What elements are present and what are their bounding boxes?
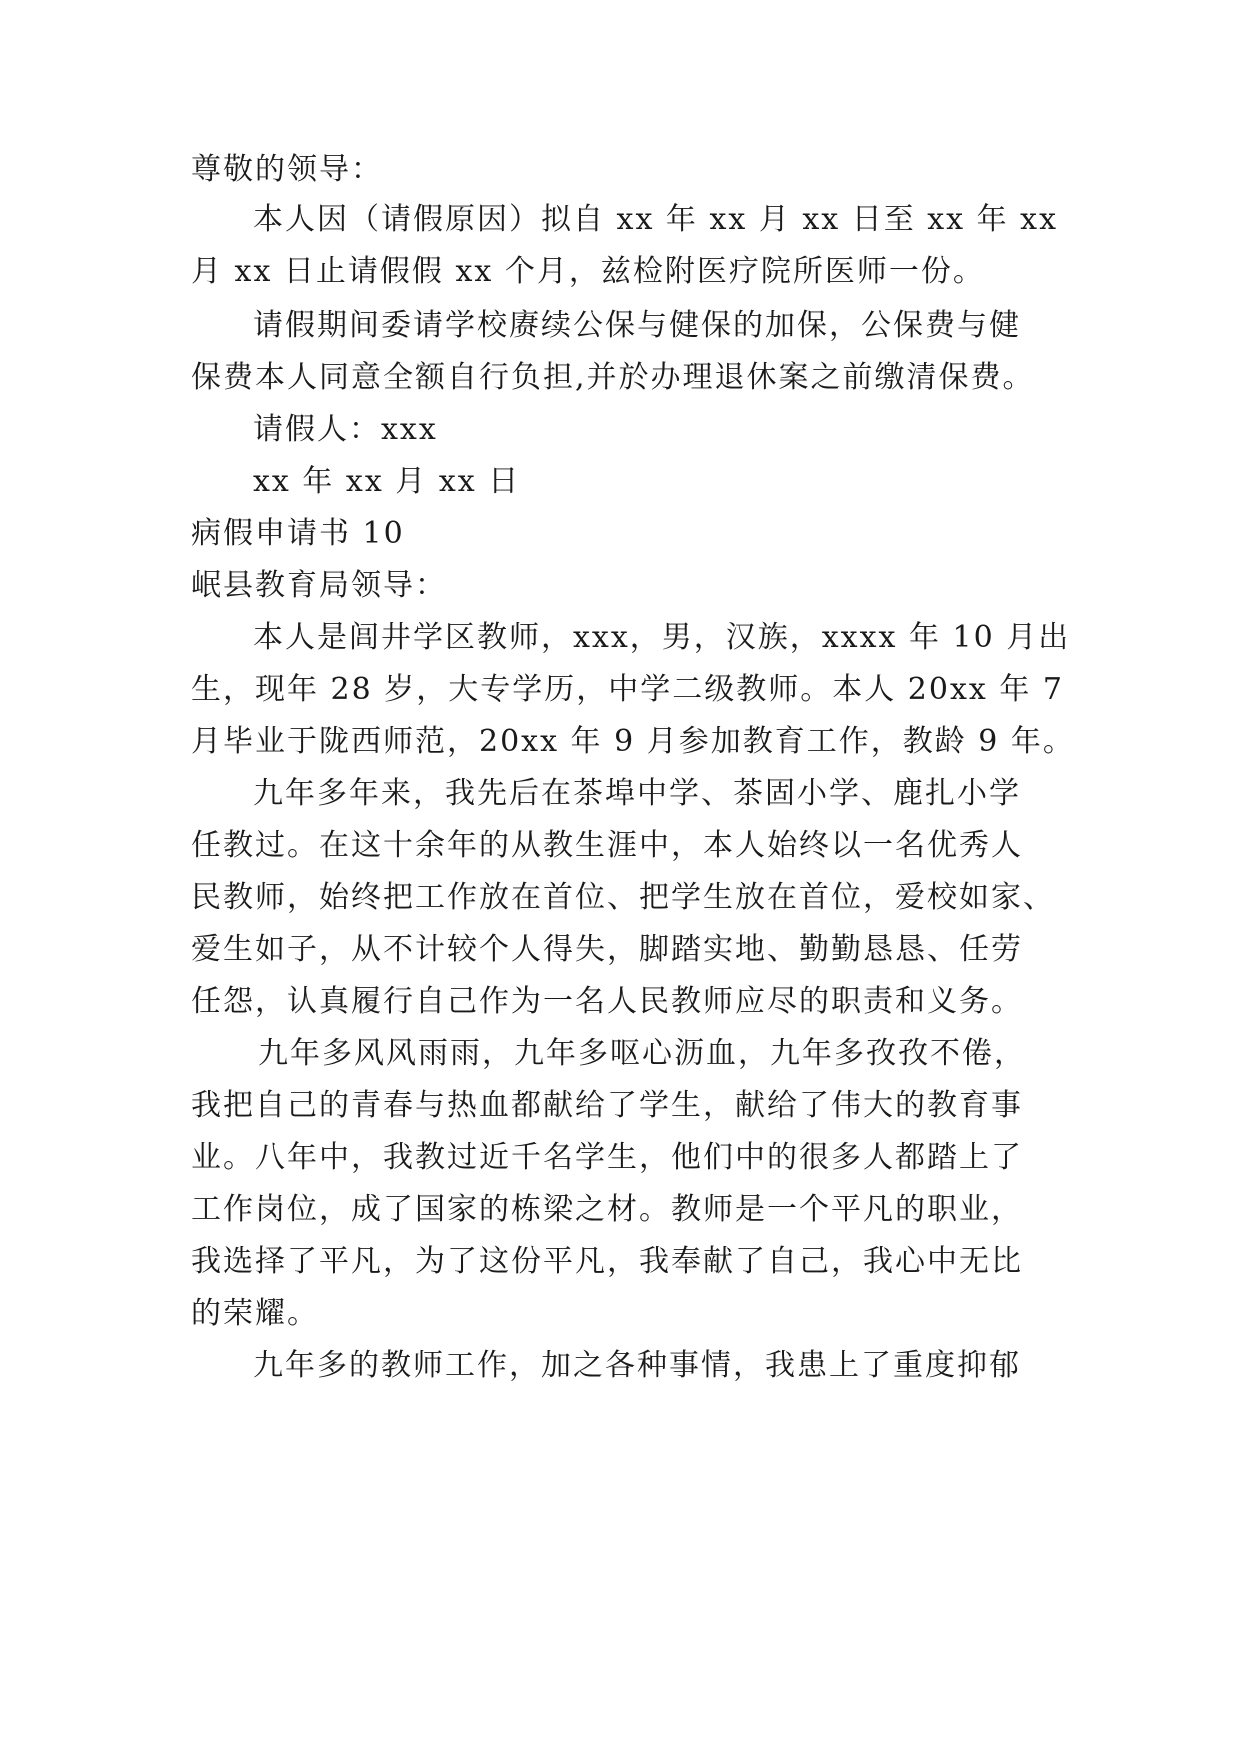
paragraph-line: 九年多的教师工作，加之各种事情，我患上了重度抑郁 [253, 1348, 1021, 1383]
paragraph-line: 的荣耀。 [191, 1296, 319, 1331]
salutation-1: 尊敬的领导： [191, 152, 383, 187]
salutation-2: 岷县教育局领导： [191, 568, 447, 603]
paragraph-line: 月毕业于陇西师范，20xx 年 9 月参加教育工作，教龄 9 年。 [191, 724, 1075, 759]
paragraph-line: 月 xx 日止请假假 xx 个月，兹检附医疗院所医师一份。 [191, 254, 985, 289]
date-line: xx 年 xx 月 xx 日 [253, 464, 521, 499]
paragraph-line: 业。八年中，我教过近千名学生，他们中的很多人都踏上了 [191, 1140, 1023, 1175]
paragraph-line: 爱生如子，从不计较个人得失，脚踏实地、勤勤恳恳、任劳 [191, 932, 1023, 967]
paragraph-line: 任怨，认真履行自己作为一名人民教师应尽的职责和义务。 [191, 984, 1023, 1019]
paragraph-line: 本人因（请假原因）拟自 xx 年 xx 月 xx 日至 xx 年 xx [253, 202, 1059, 237]
paragraph-line: 九年多年来，我先后在茶埠中学、茶固小学、鹿扎小学 [253, 776, 1021, 811]
paragraph-line: 保费本人同意全额自行负担,并於办理退休案之前缴清保费。 [191, 360, 1035, 395]
paragraph-line: 工作岗位，成了国家的栋梁之材。教师是一个平凡的职业， [191, 1192, 1023, 1227]
paragraph-line: 本人是闾井学区教师，xxx，男，汉族，xxxx 年 10 月出 [253, 620, 1071, 655]
signature-line: 请假人：xxx [253, 412, 438, 447]
paragraph-line: 民教师，始终把工作放在首位、把学生放在首位，爱校如家、 [191, 880, 1055, 915]
paragraph-line: 九年多风风雨雨，九年多呕心沥血，九年多孜孜不倦， [258, 1036, 1026, 1071]
paragraph-line: 我选择了平凡，为了这份平凡，我奉献了自己，我心中无比 [191, 1244, 1023, 1279]
paragraph-line: 任教过。在这十余年的从教生涯中，本人始终以一名优秀人 [191, 828, 1023, 863]
paragraph-line: 我把自己的青春与热血都献给了学生，献给了伟大的教育事 [191, 1088, 1023, 1123]
paragraph-line: 生，现年 28 岁，大专学历，中学二级教师。本人 20xx 年 7 [191, 672, 1064, 707]
paragraph-line: 请假期间委请学校赓续公保与健保的加保，公保费与健 [253, 308, 1021, 343]
section-title: 病假申请书 10 [191, 516, 405, 551]
